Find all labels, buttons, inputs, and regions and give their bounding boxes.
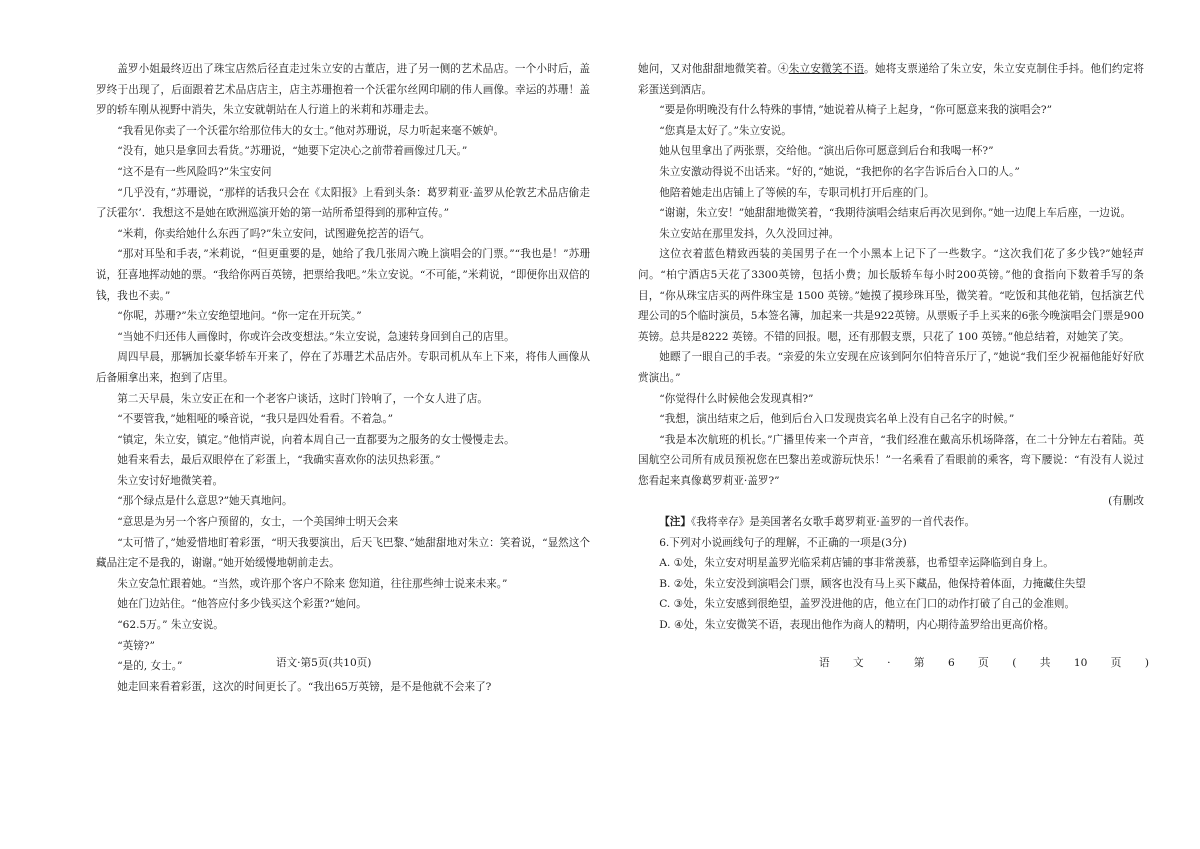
paragraph: 第二天早晨，朱立安正在和一个老客户谈话，这时门铃响了，一个女人进了店。: [117, 392, 488, 405]
paragraph: 朱立安激动得说不出话来。“好的，”她说，“我把你的名字告诉后台入口的人。”: [659, 165, 1020, 178]
paragraph: 朱立安讨好地微笑着。: [117, 474, 224, 487]
paragraph: “镇定，朱立安，镇定。”他悄声说，向着本周自己一直都要为之服务的女士慢慢走去。: [117, 433, 515, 446]
paragraph: 他陪着她走出店铺上了等候的车，专职司机打开后座的门。: [659, 186, 935, 199]
paragraph: “不要管我，”她粗哑的嗓音说，“我只是四处看看。不着急。”: [117, 413, 394, 426]
paragraph: 周四早晨，那辆加长豪华轿车开来了，停在了苏珊艺术品店外。专职司机从车上下来，将伟人画像从后备厢拿出来，抱到了店里。: [96, 351, 590, 384]
paragraph: 她从包里拿出了两张票，交给他。“演出后你可愿意到后台和我喝一杯?”: [659, 145, 994, 158]
paragraph: 这位衣着蓝色精致西装的美国男子在一个小黑本上记下了一些数字。“这次我们花了多少钱?”她轻声问。“柏宁酒店5天花了3300英镑，包括小费；加长版轿车每小时200英镑。”他的食指向下数着手写的条目，“你从珠宝店买的两件珠宝是 1500 英镑。”她摸了摸珍珠耳坠，微笑着。“吃饭和其他花销，包括演艺代理公司的5个临时演员，5本签名簿，加起来一共是922英镑。从票贩子手上买来的6张今晚演唱会门票是900英镑。总共是8222 英镑。不错的回报。嗯，还有那假支票，只花了 100 英镑。”他总结着，对她笑了笑。: [638, 248, 1144, 343]
paragraph: 她在门边站住。“他答应付多少钱买这个彩蛋?”她问。: [117, 598, 367, 611]
footer-char: ·: [887, 657, 891, 669]
text-span: 。她将支票递给了朱立安，朱立安克制住手抖。他们约定将彩蛋送到酒店。: [638, 63, 1145, 96]
paragraph: “几乎没有，”苏珊说，“那样的话我只会在《太阳报》上看到头条：葛罗莉亚·盖罗从伦敦艺术品店偷走了沃霍尔’．我想这不是她在欧洲巡演开始的第一站所希望得到的那种宣传。”: [96, 186, 590, 220]
underlined-sentence: 朱立安微笑不语: [788, 63, 865, 75]
paragraph: 盖罗小姐最终迈出了珠宝店然后径直走过朱立安的古董店，进了另一侧的艺术品店。一个小时后，盖罗终于出现了，后面跟着艺术品店店主，店主苏珊抱着一个沃霍尔丝网印刷的伟人画像。幸运的苏珊！盖罗的轿车刚从视野中消失，朱立安就朝站在人行道上的米莉和苏珊走去。: [96, 63, 590, 117]
option: A. ①处，朱立安对明星盖罗光临采莉店铺的事非常羡慕，也希望幸运降临到自身上。: [659, 557, 1054, 570]
paragraph: 她走回来看着彩蛋，这次的时间更长了。“我出65万英镑，是不是他就不会来了?: [117, 680, 492, 693]
option: D. ④处，朱立安微笑不语，表现出他作为商人的精明，内心期待盖罗给出更高价格。: [659, 619, 1055, 632]
footnote-text: 《我将幸存》是美国著名女歌手葛罗莉亚·盖罗的一首代表作。: [690, 516, 976, 529]
paragraph: “你觉得什么时候他会发现真相?”: [659, 392, 814, 405]
footer-char: 页: [1110, 657, 1122, 669]
paragraph: 她看来看去，最后双眼停在了彩蛋上，“我确实喜欢你的法贝热彩蛋。”: [117, 454, 441, 467]
paragraph: “这不是有一些风险吗?”朱宝安问: [117, 165, 272, 178]
option: B. ②处，朱立安没到演唱会门票，顾客也没有马上买下藏品，他保持着体面，力掩藏住失望: [659, 577, 1086, 590]
paragraph: “谢谢，朱立安！”她甜甜地微笑着，“我期待演唱会结束后再次见到你。”她一边爬上车后座，一边说。: [659, 207, 1132, 220]
left-column-text: [96, 59, 590, 697]
source-note: (有删改: [1108, 495, 1144, 508]
page-footer: [819, 656, 1149, 670]
paragraph: “我是本次航班的机长。”广播里传来一个声音，“我们经准在戴高乐机场降落，在二十分钟左右着陆。英国航空公司所有成员预祝您在巴黎出差或游玩快乐！”一名乘看了看眼前的乘客，弯下腰说：“有没有人说过您看起来真像葛罗莉亚·盖罗?”: [638, 433, 1144, 487]
footer-char: 6: [947, 657, 955, 669]
paragraph-continued: [638, 59, 1144, 100]
option: C. ③处，朱立安感到很绝望，盖罗没进他的店，他立在门口的动作打破了自己的金准则。: [659, 598, 1076, 611]
footer-char: 第: [913, 657, 925, 669]
paragraph: “是的, 女士。”: [117, 660, 183, 673]
footer-char: 页: [978, 657, 989, 669]
paragraph: “我看见你卖了一个沃霍尔给那位伟大的女士。”他对苏珊说，尽力听起来毫不嫉妒。: [117, 124, 505, 137]
paragraph: “太可惜了，”她爱惜地盯着彩蛋，“明天我要演出，后天飞巴黎、”她甜甜地对朱立：笑着说，“显然这个藏品注定不是我的，谢谢。”她开始缓慢地朝前走去。: [96, 536, 590, 570]
paragraph: “62.5万。” 朱立安说。: [117, 619, 224, 632]
paragraph: “米莉，你卖给她什么东西了吗?”朱立安问，试图避免挖苦的语气。: [117, 227, 431, 240]
paragraph: 朱立安站在那里发抖，久久没回过神。: [659, 227, 840, 240]
footer-char: ): [1144, 657, 1149, 669]
right-page: [600, 0, 1200, 849]
paragraph: 她瞟了一眼自己的手表。“亲爱的朱立安现在应该到阿尔伯特音乐厅了，”她说“我们至少祝福他能好好欣赏演出。”: [638, 351, 1144, 384]
footnote: [638, 512, 1144, 533]
paragraph: “那对耳坠和手表，”米莉说，“但更重要的是，她给了我几张周六晚上演唱会的门票。”“我也是！”苏珊说，狂喜地挥动她的票。“我给你两百英镑，把票给我吧。”朱立安说。“不可能，”米莉说，“即便你出双倍的钱，我也不卖。”: [96, 248, 590, 302]
paragraph: “英镑?”: [117, 639, 155, 652]
page-footer: 语文·第5页(共10页): [276, 657, 372, 669]
question: 6.下列对小说画线句子的理解，不正确的一项是(3分): [659, 536, 907, 549]
paragraph: “那个绿点是什么意思?”她天真地问。: [117, 495, 293, 508]
footer-char: 文: [853, 657, 864, 669]
footnote-label: 【注】: [659, 516, 691, 529]
footer-char: 10: [1073, 657, 1088, 669]
paragraph: 朱立安急忙跟着她。“当然，或许那个客户不除来 您知道，往往那些绅士说来未来。”: [117, 577, 508, 590]
right-column-text: [638, 59, 1144, 636]
paragraph: “意思是为另一个客户预留的，女士，一个美国绅士明天会来: [117, 516, 399, 529]
paragraph: “没有，她只是拿回去看货。”苏珊说，“她要下定决心之前带着画像过几天。”: [117, 145, 468, 158]
paragraph: “你呢，苏珊?”朱立安绝望地问。“你一定在开玩笑。”: [117, 310, 362, 323]
paragraph: “当她不归还伟人画像时，你或许会改变想法。”朱立安说，急速转身回到自己的店里。: [117, 330, 515, 343]
footer-char: 语: [819, 657, 830, 669]
paragraph: “我想，演出结束之后，他到后台入口发现贵宾名单上没有自己名字的时候。”: [659, 413, 1015, 426]
footer-char: 共: [1039, 657, 1051, 669]
paragraph: “要是你明晚没有什么特殊的事情，”她说着从椅子上起身，“你可愿意来我的演唱会?”: [659, 104, 1053, 117]
footer-char: (: [1012, 657, 1017, 669]
text-span: 她问，又对他甜甜地微笑着。④: [638, 63, 789, 75]
paragraph: “您真是太好了。”朱立安说。: [659, 124, 792, 137]
